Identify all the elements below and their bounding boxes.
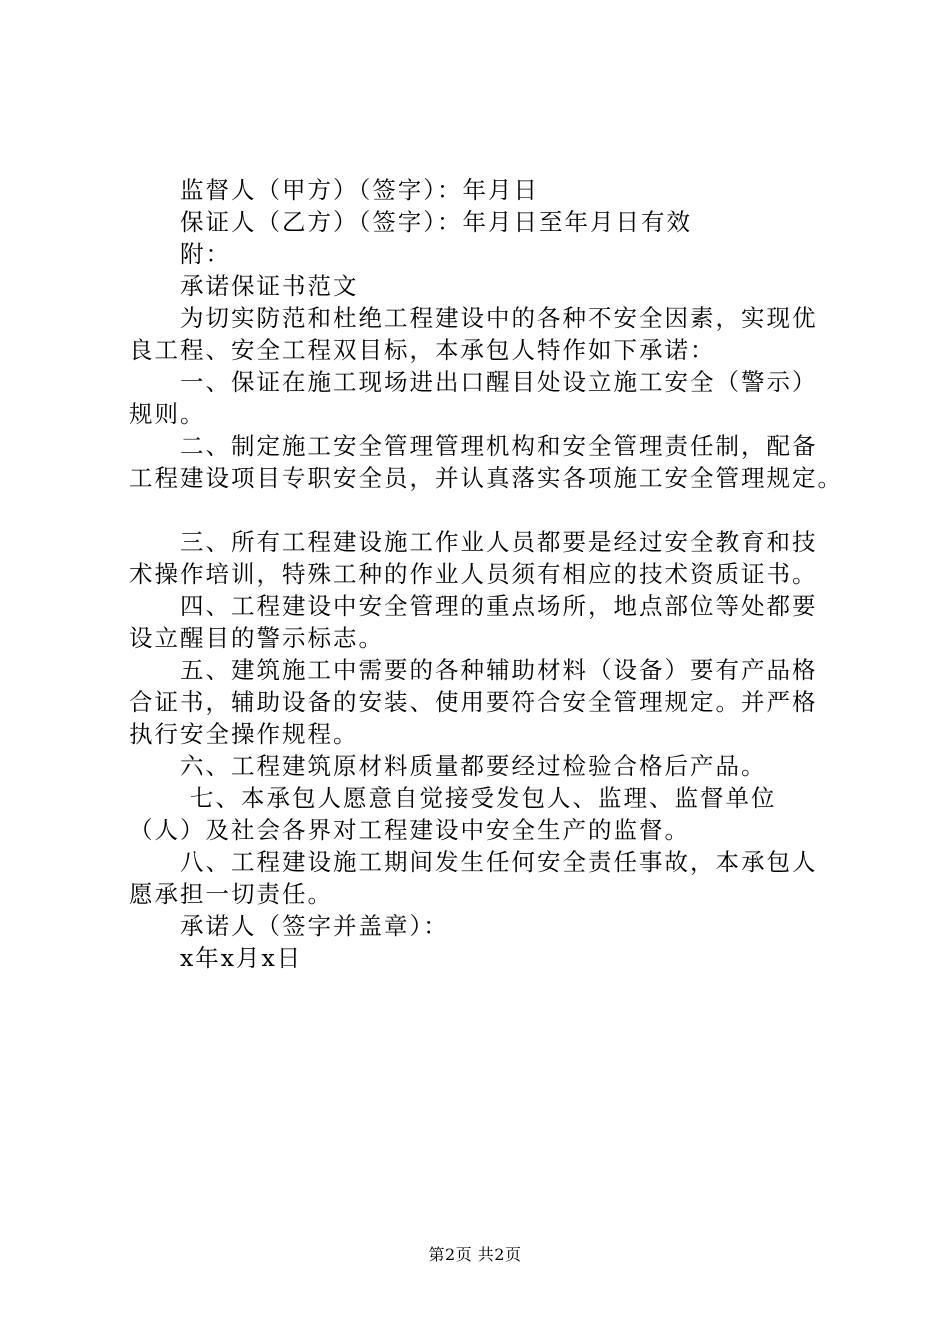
page-number-footer: 第2页 共2页 xyxy=(428,1245,522,1264)
item-4-line-1: 四、工程建设中安全管理的重点场所，地点部位等处都要 xyxy=(180,592,818,620)
intro-paragraph-line-2: 良工程、安全工程双目标，本承包人特作如下承诺： xyxy=(129,336,716,364)
item-3-line-2: 术操作培训，特殊工种的作业人员须有相应的技术资质证书。 xyxy=(129,560,818,588)
document-title: 承诺保证书范文 xyxy=(180,272,359,300)
guarantor-signature-line: 保证人（乙方）（签字）：年月日至年月日有效 xyxy=(180,208,692,236)
item-2-line-2: 工程建设项目专职安全员，并认真落实各项施工安全管理规定。 xyxy=(129,464,843,492)
item-8-line-2: 愿承担一切责任。 xyxy=(129,880,333,908)
item-4-line-2: 设立醒目的警示标志。 xyxy=(129,624,384,652)
appendix-label: 附： xyxy=(180,240,231,268)
item-8-line-1: 八、工程建设施工期间发生任何安全责任事故，本承包人 xyxy=(180,848,818,876)
item-6-line-1: 六、工程建筑原材料质量都要经过检验合格后产品。 xyxy=(180,752,767,780)
item-5-line-1: 五、建筑施工中需要的各种辅助材料（设备）要有产品格 xyxy=(180,656,818,684)
item-7-line-1: 七、本承包人愿意自觉接受发包人、监理、监督单位 xyxy=(190,784,777,812)
item-3-line-1: 三、所有工程建设施工作业人员都要是经过安全教育和技 xyxy=(180,528,818,556)
item-1-line-2: 规则。 xyxy=(129,400,206,428)
item-7-line-2: （人）及社会各界对工程建设中安全生产的监督。 xyxy=(129,816,690,844)
item-1-line-1: 一、保证在施工现场进出口醒目处设立施工安全（警示） xyxy=(180,368,818,396)
promisor-signature-line: 承诺人（签字并盖章）： xyxy=(180,912,449,940)
item-5-line-2: 合证书，辅助设备的安装、使用要符合安全管理规定。并严格 xyxy=(129,688,818,716)
supervisor-signature-line: 监督人（甲方）（签字）：年月日 xyxy=(180,176,539,204)
date-line: x年x月x日 xyxy=(180,944,303,972)
intro-paragraph-line-1: 为切实防范和杜绝工程建设中的各种不安全因素，实现优 xyxy=(180,304,818,332)
item-2-line-1: 二、制定施工安全管理管理机构和安全管理责任制，配备 xyxy=(180,432,818,460)
item-5-line-3: 执行安全操作规程。 xyxy=(129,720,359,748)
